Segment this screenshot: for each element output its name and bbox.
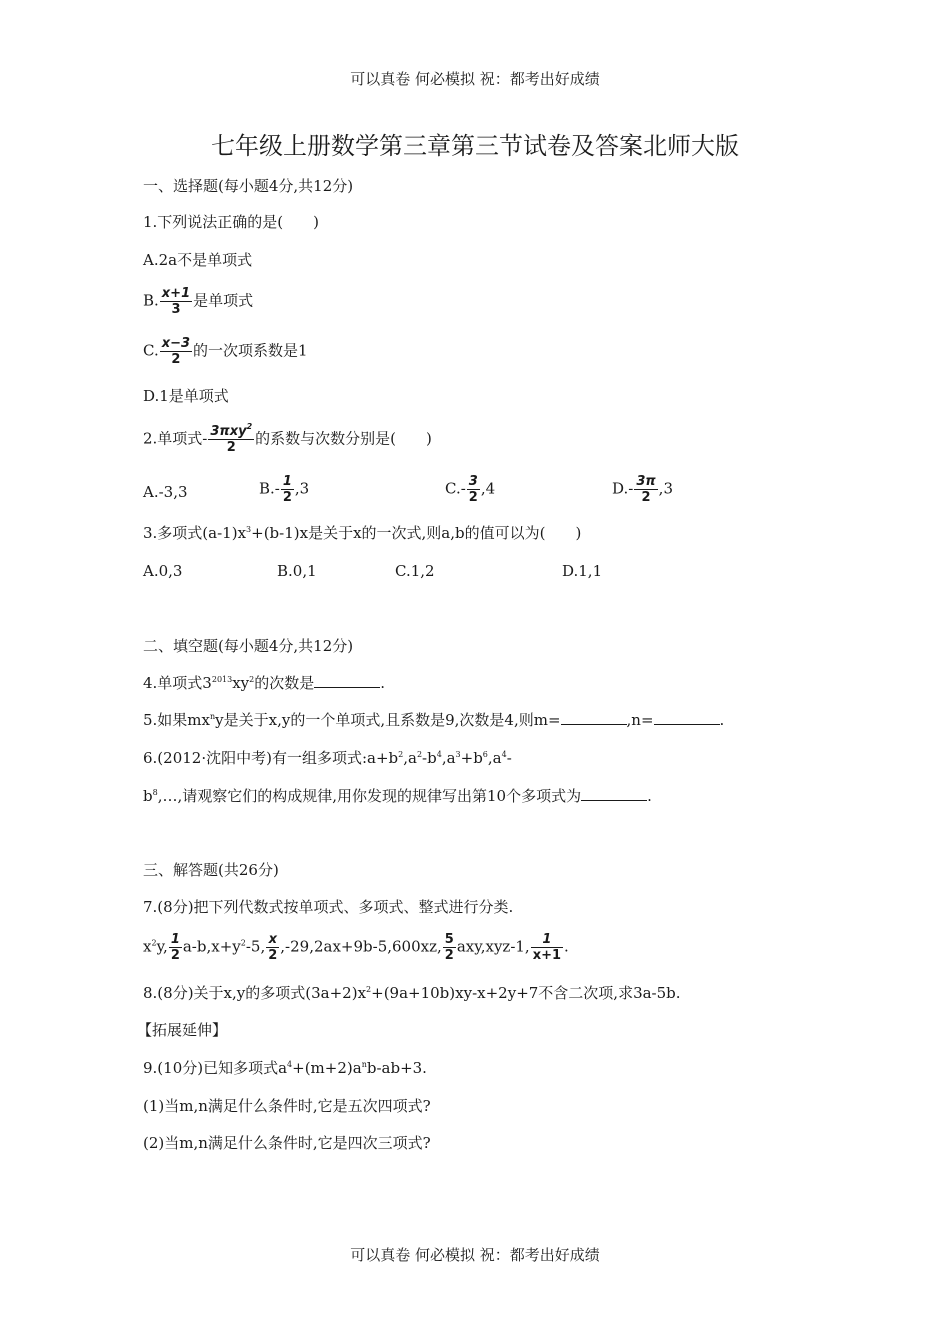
q2-stem [143, 424, 432, 455]
q6-e3: 4 [436, 750, 442, 759]
q1-c-fraction [160, 336, 192, 367]
q7-p6: axy,xyz-1, [456, 937, 530, 956]
q6-l1-c: -b [422, 749, 437, 767]
q2-b-prefix: B.- [259, 479, 280, 498]
q3-option-b: B.0,1 [277, 562, 317, 580]
q7-p3: a-b,x+y [182, 937, 241, 956]
q2-c-suffix: ,4 [480, 479, 496, 498]
q2-stem-den: 2 [226, 440, 236, 455]
q2-option-a: A.-3,3 [143, 483, 188, 501]
q4-b: xy [232, 674, 250, 692]
q6-e1: 2 [398, 750, 404, 759]
q9-stem [143, 1058, 427, 1078]
q3-stem [143, 523, 581, 543]
q4-answer-blank [314, 673, 380, 688]
page-footer: 可以真卷 何必模拟 祝：都考出好成绩 [350, 1246, 600, 1264]
q1-c-num: x−3 [161, 336, 191, 351]
q7-frac4 [531, 932, 563, 963]
q6-end: . [647, 787, 652, 805]
q2-c-prefix: C.- [445, 479, 466, 498]
q2-b-suffix: ,3 [294, 479, 310, 498]
q2-d-suffix: ,3 [658, 479, 673, 498]
q3-option-d: D.1,1 [562, 562, 603, 580]
q3-stem-a: 3.多项式(a-1)x [143, 524, 247, 542]
q9-b: +(m+2)a [292, 1059, 362, 1077]
q4-a: 4.单项式3 [143, 674, 212, 692]
q7-f1-den: 2 [170, 948, 180, 963]
q1-c-den: 2 [171, 352, 181, 367]
q6-l1-a: 6.(2012·沈阳中考)有一组多项式:a+b [143, 749, 399, 767]
q9-e1: 4 [287, 1060, 293, 1069]
q6-e4: 3 [455, 750, 461, 759]
q2-d-fraction [634, 474, 657, 505]
q5-end: . [719, 711, 725, 729]
q8 [143, 983, 681, 1003]
q6-l1-g: - [506, 749, 512, 767]
q7-p4: -5, [245, 937, 266, 956]
q1-option-d: D.1是单项式 [143, 387, 229, 405]
q7-f4-num: 1 [531, 932, 563, 948]
q6-answer-blank [581, 786, 647, 801]
q4 [143, 673, 385, 693]
q6-line1 [143, 748, 512, 768]
page-title: 七年级上册数学第三章第三节试卷及答案北师大版 [211, 132, 739, 160]
q5-exp1: n [210, 712, 216, 721]
q7-p7: . [564, 937, 569, 956]
q2-stem-fraction [208, 424, 254, 455]
q3-stem-b: +(b-1)x是关于x的一次式,则a,b的值可以为( ) [251, 524, 582, 542]
q2-c-fraction [467, 474, 480, 505]
q1-stem: 1.下列说法正确的是( ) [143, 213, 320, 231]
section1-heading: 一、选择题(每小题4分,共12分) [143, 177, 354, 195]
q6-e6: 4 [501, 750, 507, 759]
q6-l2-b: ,…,请观察它们的构成规律,用你发现的规律写出第10个多项式为 [157, 787, 582, 805]
q2-stem-suffix: 的系数与次数分别是( ) [255, 429, 432, 448]
q1-option-b [143, 286, 253, 317]
q6-e7: 8 [152, 788, 158, 797]
section2-heading: 二、填空题(每小题4分,共12分) [143, 637, 354, 655]
q3-stem-exp: 3 [246, 525, 252, 534]
q7-f2-den: 2 [268, 948, 278, 963]
q7-f2-num: x [266, 932, 279, 948]
q1-b-prefix: B. [143, 291, 159, 310]
q4-end: . [380, 674, 386, 692]
q6-l1-e: +b [460, 749, 483, 767]
q7-p1: x [143, 937, 152, 956]
q5-a: 5.如果mx [143, 711, 210, 729]
q5-c: ,n= [626, 711, 654, 729]
q7-stem: 7.(8分)把下列代数式按单项式、多项式、整式进行分类. [143, 898, 514, 916]
q8-a: 8.(8分)关于x,y的多项式(3a+2)x [143, 984, 367, 1002]
q7-f3-den: 2 [444, 948, 454, 963]
q9-sub2: (2)当m,n满足什么条件时,它是四次三项式? [143, 1134, 431, 1152]
q8-exp: 2 [366, 985, 372, 994]
q4-exp1: 2013 [211, 675, 233, 684]
q1-b-fraction [160, 286, 192, 317]
extension-heading: 【拓展延伸】 [137, 1021, 228, 1039]
q6-l2-a: b [143, 787, 153, 805]
section3-heading: 三、解答题(共26分) [143, 861, 279, 879]
q8-b: +(9a+10b)xy-x+2y+7不含二次项,求3a-5b. [371, 984, 681, 1002]
q1-c-prefix: C. [143, 341, 159, 360]
q2-c-num: 3 [468, 474, 478, 489]
q1-option-a: A.2a不是单项式 [143, 251, 253, 269]
q6-l1-d: ,a [441, 749, 456, 767]
q2-b-num: 1 [282, 474, 292, 489]
q6-l1-b: ,a [403, 749, 417, 767]
q6-e5: 6 [482, 750, 488, 759]
q9-c: b-ab+3. [366, 1059, 427, 1077]
q7-frac3 [443, 932, 456, 963]
q7-frac2 [266, 932, 279, 963]
q2-stem-num-wrap [208, 424, 254, 440]
q2-d-prefix: D.- [612, 479, 634, 498]
q7-e2: 2 [240, 938, 246, 948]
q2-b-den: 2 [282, 490, 292, 505]
page-header: 可以真卷 何必模拟 祝：都考出好成绩 [350, 70, 600, 88]
q7-f3-num: 5 [444, 932, 454, 947]
q2-d-num: 3π [636, 474, 656, 489]
q7-e1: 2 [151, 938, 157, 948]
q7-f1-num: 1 [170, 932, 180, 947]
q2-stem-exp: 2 [246, 422, 253, 431]
q1-b-suffix: 是单项式 [193, 291, 254, 310]
q1-b-num: x+1 [161, 286, 191, 301]
q2-c-den: 2 [468, 490, 478, 505]
q5-b: y是关于x,y的一个单项式,且系数是9,次数是4,则m= [215, 711, 561, 729]
q1-b-den: 3 [171, 302, 181, 317]
q6-e2: 2 [416, 750, 423, 759]
q5 [143, 710, 724, 730]
q6-l1-f: ,a [487, 749, 502, 767]
q9-sub1: (1)当m,n满足什么条件时,它是五次四项式? [143, 1097, 431, 1115]
q2-options [0, 474, 950, 510]
q5-blank-n [654, 710, 720, 725]
q2-option-d [612, 474, 673, 505]
q9-e2: n [361, 1060, 367, 1069]
q7-p2: y, [156, 937, 168, 956]
q1-c-suffix: 的一次项系数是1 [193, 341, 308, 360]
q3-option-c: C.1,2 [395, 562, 435, 580]
q2-b-fraction [281, 474, 294, 505]
q3-option-a: A.0,3 [143, 562, 183, 580]
q7-p5: ,-29,2ax+9b-5,600xz, [280, 937, 442, 956]
q4-exp2: 2 [249, 675, 255, 684]
q2-stem-num: 3πxy [210, 424, 247, 439]
q2-option-b [259, 474, 309, 505]
q2-option-c [445, 474, 495, 505]
q7-f4-den: x+1 [532, 948, 562, 963]
q7-expressions [143, 932, 569, 963]
q9-a: 9.(10分)已知多项式a [143, 1059, 288, 1077]
q2-stem-prefix: 2.单项式- [143, 429, 208, 448]
q6-line2 [143, 786, 652, 806]
q7-frac1 [169, 932, 182, 963]
q2-d-den: 2 [641, 490, 651, 505]
q4-c: 的次数是 [254, 674, 315, 692]
q5-blank-m [561, 710, 627, 725]
q1-option-c [143, 336, 308, 367]
